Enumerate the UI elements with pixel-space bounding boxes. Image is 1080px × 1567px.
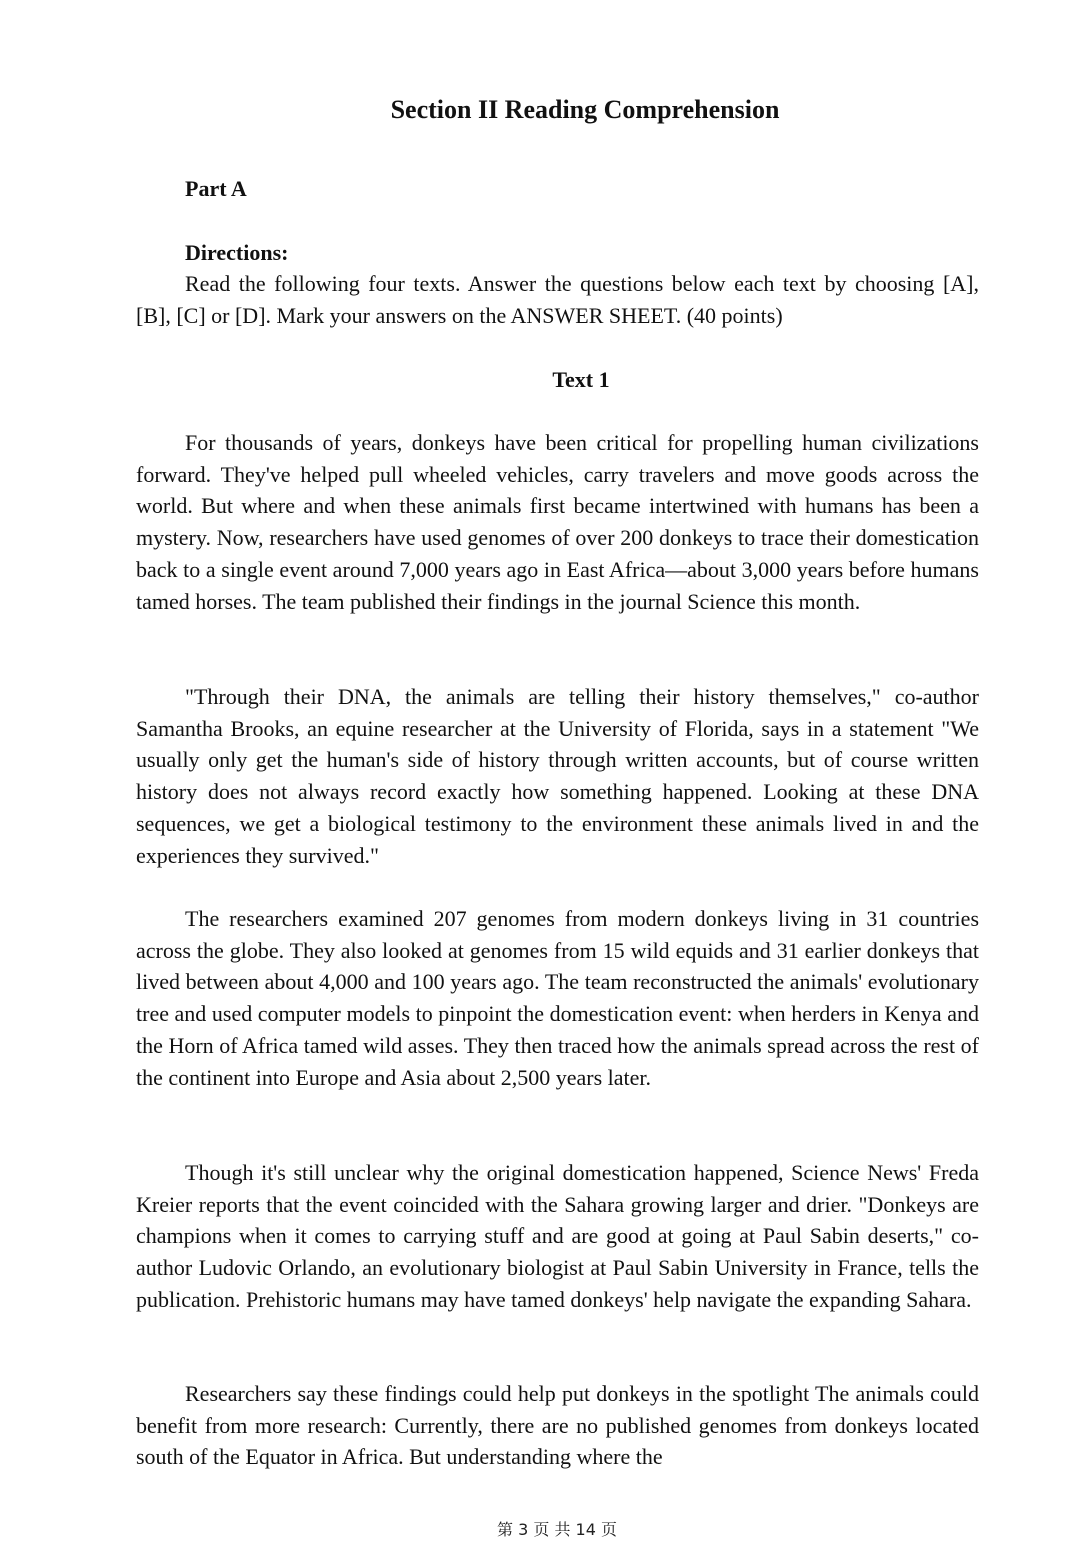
paragraph-2: "Through their DNA, the animals are telling their history themselves," co-author Samantha Brooks, an equine researcher at the University of Florida, says in a statement "We usually only get the human's side of history through written accounts, but of course written history does not always record exactly how something happened. Looking at these DNA sequences, we get a biological testimony to the environment these animals lived in and the experiences they survived." (136, 684, 979, 868)
paragraph-5: Researchers say these findings could help put donkeys in the spotlight The animals could benefit from more research: Currently, there are no published genomes from donkeys located south of the Equator in Africa. But understanding where the (136, 1381, 979, 1470)
directions-label: Directions: (185, 240, 289, 265)
paragraph-3: The researchers examined 207 genomes from modern donkeys living in 31 countries across the globe. They also looked at genomes from 15 wild equids and 31 earlier donkeys that lived between about 4,000 and 100 years ago. The team reconstructed the animals' evolutionary tree and used computer models to pinpoint the domestication event: when herders in Kenya and the Horn of Africa tamed wild asses. They then traced how the animals spread across the rest of the continent into Europe and Asia about 2,500 years later. (136, 906, 979, 1090)
text-title: Text 1 (552, 367, 610, 392)
directions-text: Read the following four texts. Answer the questions below each text by choosing [A], [B], [C] or [D]. Mark your answers on the ANSWER SHEET. (40 points) (136, 271, 979, 328)
part-title: Part A (185, 176, 247, 201)
paragraph-4: Though it's still unclear why the original domestication happened, Science News' Freda Kreier reports that the event coincided with the Sahara growing larger and drier. "Donkeys are champions when it comes to carrying stuff and are good at going at Paul Sabin deserts," co-author Ludovic Orlando, an evolutionary biologist at Paul Sabin University in France, tells the publication. Prehistoric humans may have tamed donkeys' help navigate the expanding Sahara. (136, 1160, 979, 1312)
paragraph-1: For thousands of years, donkeys have been critical for propelling human civilizations forward. They've helped pull wheeled vehicles, carry travelers and move goods across the world. But where and when these animals first became intertwined with humans has been a mystery. Now, researchers have used genomes of over 200 donkeys to trace their domestication back to a single event around 7,000 years ago in East Africa—about 3,000 years before humans tamed horses. The team published their findings in the journal Science this month. (136, 430, 979, 614)
section-title: Section II Reading Comprehension (390, 95, 780, 124)
page-number-footer: 第 3 页 共 14 页 (497, 1520, 617, 1539)
